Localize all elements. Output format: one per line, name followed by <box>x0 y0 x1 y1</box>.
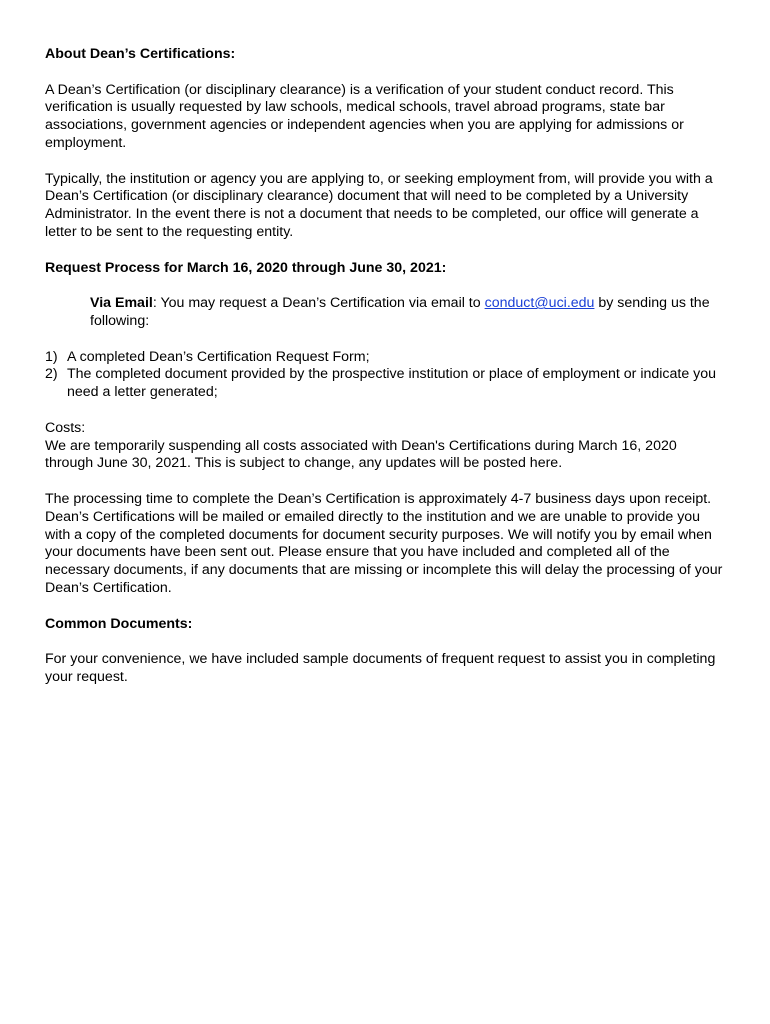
list-item-text: The completed document provided by the prospective institution or place of employment or indicate you need a letter generated; <box>67 366 717 401</box>
processing-paragraph: The processing time to complete the Dean’s Certification is approximately 4-7 business days upon receipt. Dean’s Certifications will be mailed or emailed directly to the institution and we are unable to provide you with a copy of the completed documents for document security purposes. We will notify you by email when your documents have been sent out. Please ensure that you have included and completed all of the necessary documents, if any documents that are missing or incomplete this will delay the processing of your Dean’s Certification. <box>45 490 723 596</box>
request-items-list <box>45 349 724 402</box>
list-item-text: A completed Dean’s Certification Request Form; <box>67 348 370 365</box>
via-email-label: Via Email <box>90 295 153 312</box>
costs-text: We are temporarily suspending all costs associated with Dean's Certifications during March 16, 2020 through June 30, 2021. This is subject to change, any updates will be posted here. <box>45 437 677 472</box>
about-heading: About Dean’s Certifications: <box>45 46 236 62</box>
about-paragraph-1: A Dean’s Certification (or disciplinary clearance) is a verification of your student conduct record. This verification is usually requested by law schools, medical schools, travel abroad programs, state bar associations, government agencies or independent agencies when you are applying for admissions or employment. <box>45 81 684 151</box>
list-item-number: 1) <box>45 348 58 365</box>
list-item <box>45 366 724 402</box>
list-item-number: 2) <box>45 366 58 383</box>
common-documents-heading: Common Documents: <box>45 615 193 632</box>
about-paragraph-2: Typically, the institution or agency you are applying to, or seeking employment from, will provide you with a Dean’s Certification (or disciplinary clearance) document that will need to be completed by a University Administrator. In the event there is not a document that needs to be completed, our office will generate a letter to be sent to the requesting entity. <box>45 170 713 240</box>
email-link[interactable]: conduct@uci.edu <box>484 295 595 312</box>
common-documents-text: For your convenience, we have included sample documents of frequent request to assist you in completing your request. <box>45 651 716 685</box>
via-email-paragraph <box>45 295 724 331</box>
list-item <box>45 349 724 367</box>
costs-label: Costs: <box>45 419 86 436</box>
request-heading: Request Process for March 16, 2020 through June 30, 2021: <box>45 259 447 276</box>
via-email-text-after: by sending us the following: <box>90 295 710 329</box>
via-email-text-before: : You may request a Dean’s Certification via email to <box>152 295 485 312</box>
